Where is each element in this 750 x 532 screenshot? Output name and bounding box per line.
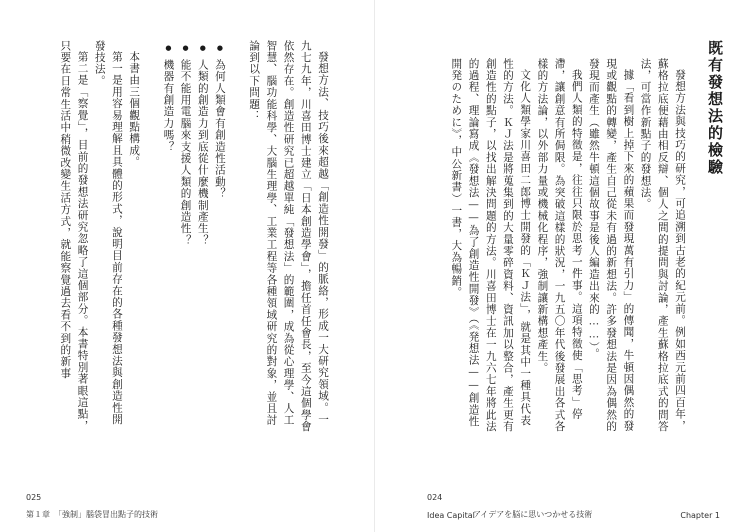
paragraph: 我們人類的特徵是，往往只限於思考一件事。這項特徵使「思考」停滯，讓創意有所侷限。為突破這樣的狀況，一九五〇年代後發展出各式各樣的方法論，以外部力量或機械化程序，強制讓新構想產生。 [536,58,583,433]
blank-line [228,40,245,435]
question-list [159,40,228,435]
paragraph: 據「看到樹上掉下來的蘋果而發現萬有引力」的傳聞，牛頓因偶然的發現或觀點的轉變，產生自己從未有過的新想法。許多發想法是因為偶然的發現而產生（雖然牛頓這個故事是後人編造出來的……）。 [587,58,635,433]
left-page-body [56,40,331,435]
footer-chapter: Chapter 1 [680,511,720,520]
footer-subtitle: アイデアを脳に思いつかせる技術 [473,510,593,519]
right-page-body [447,58,688,436]
paragraph: 發想方法與技巧的研究，可追溯到古老的紀元前。例如西元前四百年，蘇格拉底便藉由相反辯、個人之間的提問與討論，產生蘇格拉底式的問答法，可當作新點子的發想法。 [639,58,686,433]
paragraph: 發想方法、技巧後來超越「創造性開發」的脈絡，形成一大研究領域。一九七九年，川喜田博士建立「日本創造學會」，擔任首任會長，至今這個學會依然存在。創造性研究已超越單純「發想法」的範圍，成為從心理學、人工智慧、腦功能科學、大腦生理學、工業工程等各種領域研究的對象，並且討論到以下問題： [248,40,329,433]
paragraph: 第一是用容易理解且具體的形式，說明目前存在的各種發想法與創造性開發技法。 [93,40,123,425]
right-page [375,0,750,532]
section-title: 既有發想法的檢驗 [706,40,724,176]
question-item: ● 機器有創造力嗎？ [159,40,176,435]
page-number: 024 [427,493,443,502]
question-item: ● 為何人類會有創造性活動？ [211,40,228,435]
question-item: ● 人類的創造力到底從什麼機制產生？ [194,40,211,435]
paragraph: 本書由三個觀點構成。 [128,50,141,168]
page-number: 025 [26,493,42,502]
footer-brand: Idea Capital [427,511,475,520]
paragraph: 文化人類學家川喜田二郎博士開發的「ＫＪ法」，就是其中一種具代表性的方法。ＫＪ法是將蒐集到的大量零碎資料、資訊加以整合，產生更有創造性的點子，以找出解決問題的方法。川喜田博士在一九六七年將此法的過程、理論寫成《發想法——為了創造性開發》（《発想法——創造性開発のために》，中公新書）一書，大為暢銷。 [450,58,532,433]
question-item: ● 能不能用電腦來支援人類的創造性？ [176,40,193,435]
paragraph: 第二是「察覺」，目前的發想法研究忽略了這個部分。本書特別著眼這點，只要在日常生活中稍微改變生活方式，就能察覺過去看不到的新事 [59,40,89,432]
blank-line [142,40,159,435]
running-footer: 第１章 「強制」腦袋冒出點子的技術 [26,510,158,519]
